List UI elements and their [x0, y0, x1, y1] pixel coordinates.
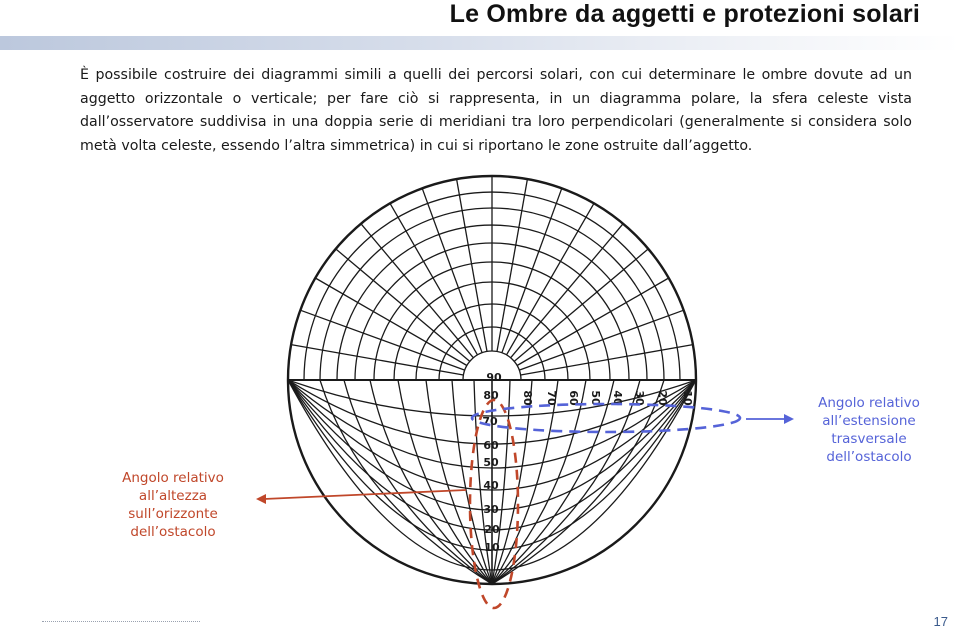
vertical-scale-label: 40 — [483, 479, 499, 492]
horizontal-scale-label: 10 — [681, 390, 694, 406]
vertical-scale-label: 30 — [483, 503, 499, 516]
horizontal-scale-label: 70 — [545, 390, 558, 406]
highlight-horizontal-scale-ellipse — [472, 404, 740, 432]
vertical-scale-label: 90 — [486, 371, 502, 384]
upper-hemisphere-grid — [288, 176, 696, 380]
horizontal-scale-label: 50 — [589, 390, 602, 406]
vertical-scale-label: 60 — [483, 439, 499, 452]
page-number: 17 — [933, 614, 948, 629]
horizontal-scale-label: 40 — [611, 390, 624, 406]
vertical-scale-label: 10 — [484, 541, 500, 554]
horizontal-scale-label: 80 — [521, 390, 534, 406]
label-horizontal-angle: Angolo relativo all’estensione trasversale dell’ostacolo — [818, 395, 920, 465]
body-paragraph: È possibile costruire dei diagrammi simili a quelli dei percorsi solari, con cui determinare le ombre dovute ad un aggetto orizzontale o verticale; per fare ciò si rappresenta, in un diagramma polare, la sfera celeste vista dall’osservatore suddivisa in una doppia serie di meridiani tra loro perpendicolari (generalmente si considera solo metà volta celeste, essendo l’altra simmetrica) in cui si riportano le zone ostruite dall’aggetto. — [80, 67, 912, 154]
vertical-scale-label: 80 — [483, 389, 499, 402]
label-vertical-angle: Angolo relativo all’altezza sull’orizzonte dell’ostacolo — [122, 470, 224, 540]
page-title: Le Ombre da aggetti e protezioni solari — [449, 0, 920, 28]
vertical-scale-label: 20 — [484, 523, 500, 536]
horizontal-scale-label: 30 — [633, 390, 646, 406]
vertical-scale-label: 70 — [482, 415, 498, 428]
footer-divider — [42, 621, 200, 622]
transverse-meridian — [492, 380, 640, 584]
vertical-scale-label: 50 — [483, 456, 499, 469]
vertical-angle-scale — [482, 371, 502, 554]
horizontal-scale-label: 60 — [567, 390, 580, 406]
right-arrow — [746, 414, 794, 424]
horizontal-scale-label: 20 — [656, 390, 669, 406]
